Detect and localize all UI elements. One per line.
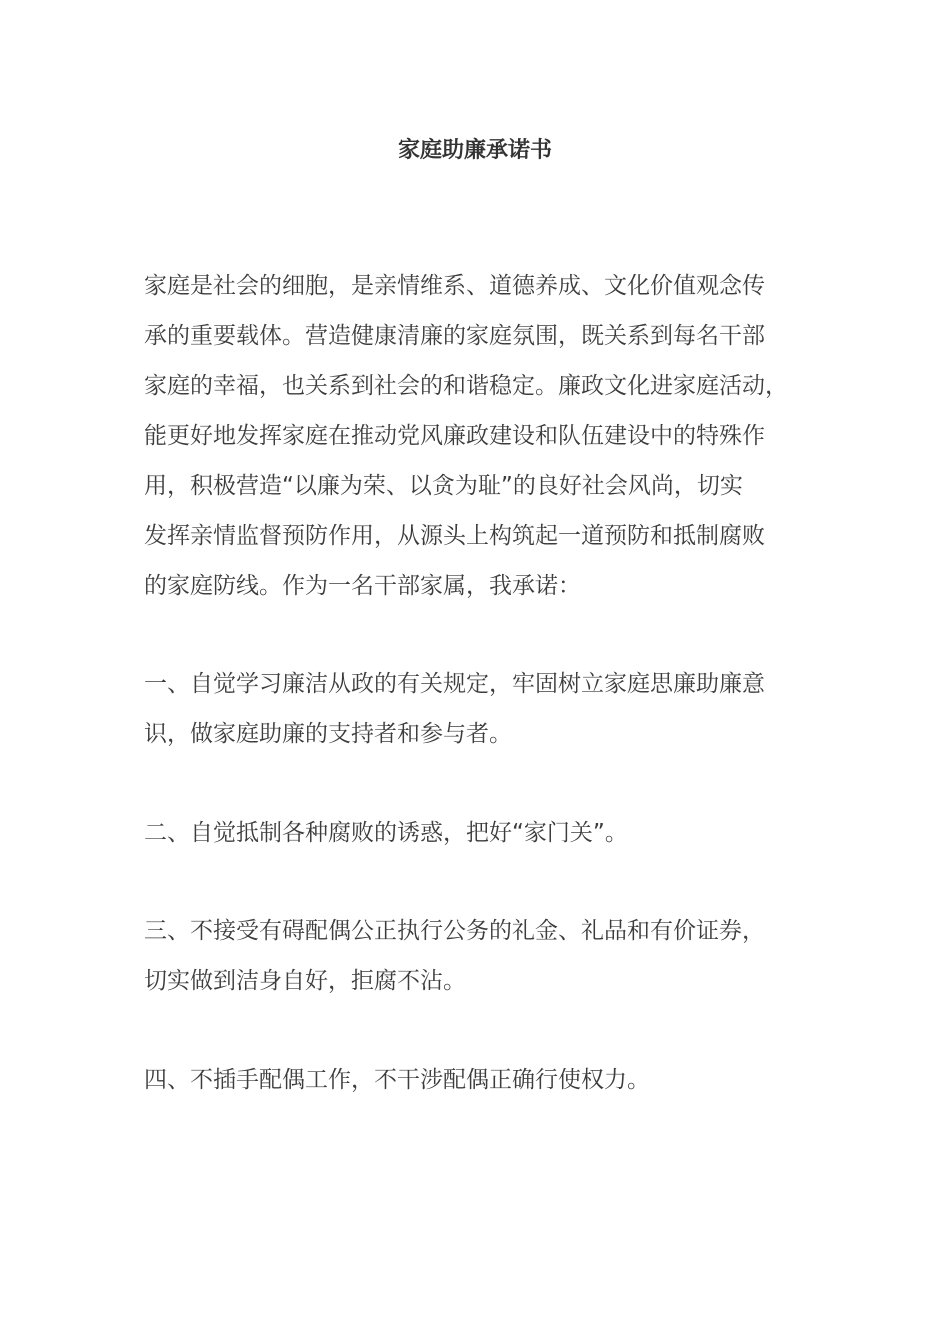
text-line: 发挥亲情监督预防作用，从源头上构筑起一道预防和抵制腐败 — [144, 523, 765, 549]
text-line: 的家庭防线。作为一名干部家属，我承诺： — [144, 573, 581, 599]
text-line: 家庭是社会的细胞，是亲情维系、道德养成、文化价值观念传 — [144, 273, 765, 299]
text-line: 四、不插手配偶工作，不干涉配偶正确行使权力。 — [144, 1067, 650, 1093]
text-line: 能更好地发挥家庭在推动党风廉政建设和队伍建设中的特殊作 — [144, 423, 765, 449]
pledge-3 — [144, 906, 844, 1006]
pledge-4 — [144, 1055, 844, 1105]
text-line: 用，积极营造“以廉为荣、以贪为耻”的良好社会风尚，切实 — [144, 473, 743, 499]
text-line: 二、自觉抵制各种腐败的诱惑，把好“家门关”。 — [144, 820, 628, 846]
document-title: 家庭助廉承诺书 — [397, 138, 552, 163]
text-line: 一、自觉学习廉洁从政的有关规定，牢固树立家庭思廉助廉意 — [144, 671, 765, 697]
text-line: 识，做家庭助廉的支持者和参与者。 — [144, 721, 512, 747]
text-line: 承的重要载体。营造健康清廉的家庭氛围，既关系到每名干部 — [144, 323, 765, 349]
text-line: 三、不接受有碍配偶公正执行公务的礼金、礼品和有价证券， — [144, 918, 765, 944]
pledge-2 — [144, 808, 844, 858]
intro-paragraph — [144, 261, 844, 611]
pledge-1 — [144, 659, 844, 759]
text-line: 家庭的幸福，也关系到社会的和谐稳定。廉政文化进家庭活动， — [144, 373, 788, 399]
text-line: 切实做到洁身自好，拒腐不沾。 — [144, 968, 466, 994]
